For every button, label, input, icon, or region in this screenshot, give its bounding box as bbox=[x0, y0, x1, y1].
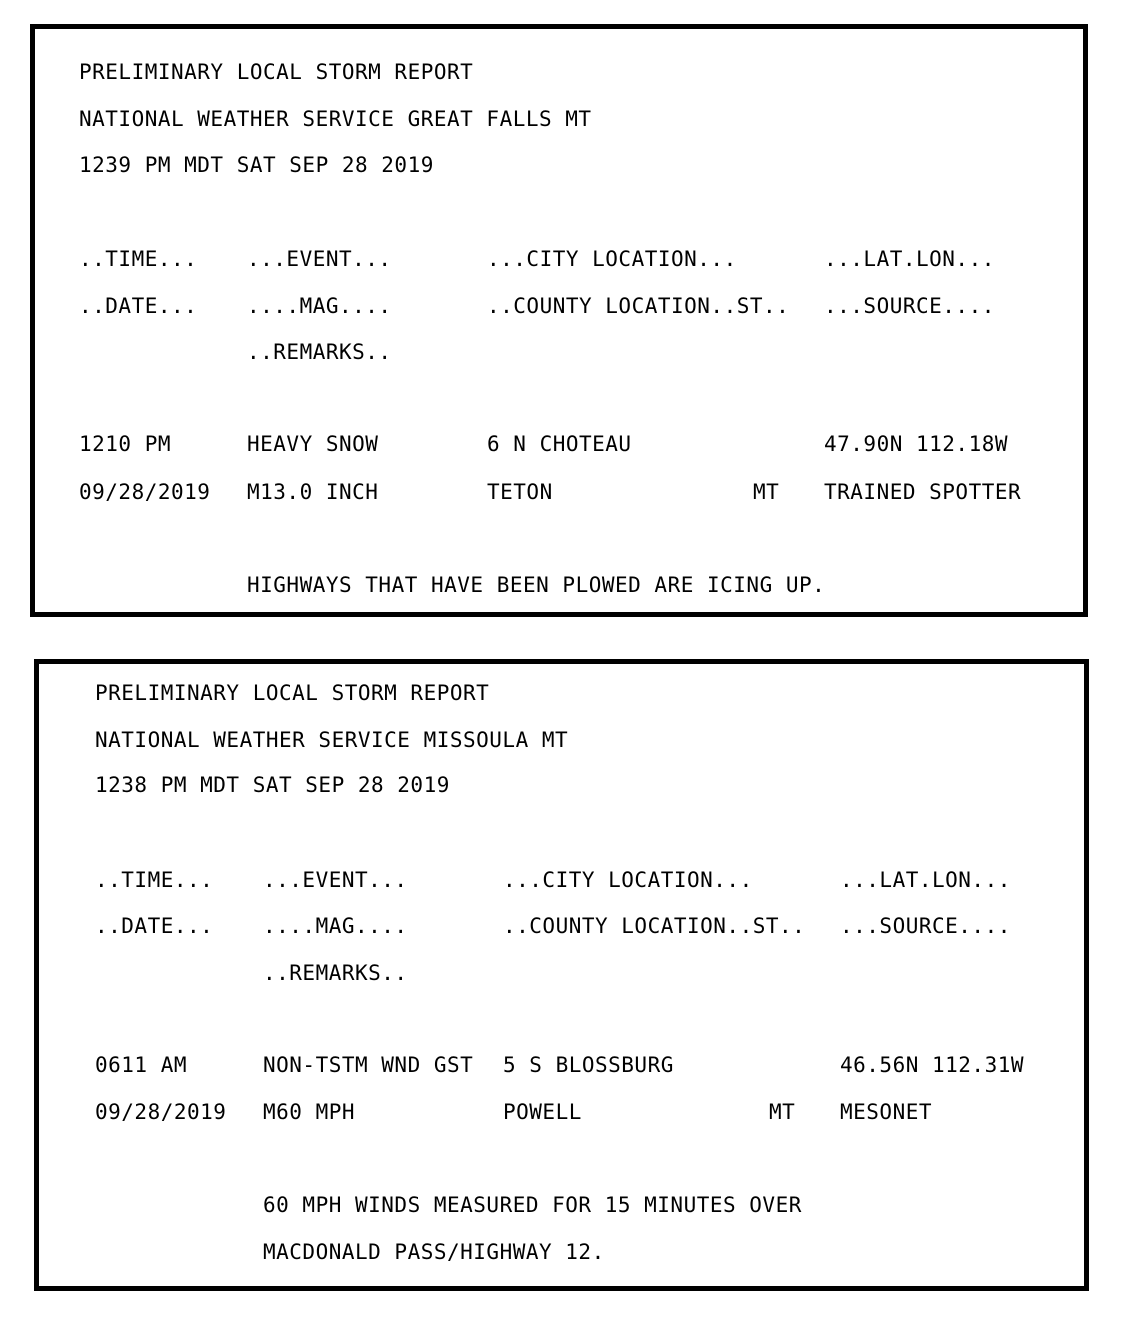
entry-magnitude: M13.0 INCH bbox=[247, 480, 379, 504]
header-source: ...SOURCE.... bbox=[840, 914, 1011, 938]
header-city-location: ...CITY LOCATION... bbox=[487, 247, 737, 271]
header-lat-lon: ...LAT.LON... bbox=[840, 868, 1011, 892]
entry-time: 1210 PM bbox=[79, 432, 172, 456]
entry-date: 09/28/2019 bbox=[79, 480, 211, 504]
entry-city-location: 6 N CHOTEAU bbox=[487, 432, 632, 456]
header-date: ..DATE... bbox=[95, 914, 214, 938]
entry-magnitude: M60 MPH bbox=[263, 1100, 356, 1124]
entry-row-time-event bbox=[79, 429, 1079, 459]
header-source: ...SOURCE.... bbox=[824, 294, 995, 318]
remarks-line: 60 MPH WINDS MEASURED FOR 15 MINUTES OVER bbox=[263, 1193, 802, 1217]
header-date: ..DATE... bbox=[79, 294, 198, 318]
entry-county: TETON bbox=[487, 480, 553, 504]
entry-source: TRAINED SPOTTER bbox=[824, 480, 1022, 504]
remarks-line: HIGHWAYS THAT HAVE BEEN PLOWED ARE ICING UP. bbox=[247, 573, 826, 597]
entry-date: 09/28/2019 bbox=[95, 1100, 227, 1124]
header-row-time-event bbox=[79, 244, 1079, 274]
entry-state: MT bbox=[753, 480, 780, 504]
entry-time: 0611 AM bbox=[95, 1053, 188, 1077]
entry-source: MESONET bbox=[840, 1100, 933, 1124]
entry-county: POWELL bbox=[503, 1100, 582, 1124]
header-remarks: ..REMARKS.. bbox=[263, 961, 408, 985]
header-event: ...EVENT... bbox=[263, 868, 408, 892]
report-issued-time: 1239 PM MDT SAT SEP 28 2019 bbox=[79, 153, 434, 177]
entry-row-date-mag bbox=[95, 1097, 1085, 1127]
header-city-location: ...CITY LOCATION... bbox=[503, 868, 753, 892]
storm-report-missoula bbox=[34, 659, 1089, 1291]
entry-event: HEAVY SNOW bbox=[247, 432, 379, 456]
header-time: ..TIME... bbox=[95, 868, 214, 892]
report-office: NATIONAL WEATHER SERVICE GREAT FALLS MT bbox=[79, 107, 592, 131]
entry-city-location: 5 S BLOSSBURG bbox=[503, 1053, 674, 1077]
entry-lat-lon: 46.56N 112.31W bbox=[840, 1053, 1025, 1077]
entry-row-time-event bbox=[95, 1050, 1085, 1080]
header-event: ...EVENT... bbox=[247, 247, 392, 271]
header-row-date-mag bbox=[79, 291, 1079, 321]
header-mag: ....MAG.... bbox=[247, 294, 392, 318]
header-lat-lon: ...LAT.LON... bbox=[824, 247, 995, 271]
header-row-time-event bbox=[95, 865, 1085, 895]
entry-state: MT bbox=[769, 1100, 796, 1124]
header-county-location: ..COUNTY LOCATION..ST.. bbox=[487, 294, 790, 318]
header-row-date-mag bbox=[95, 911, 1085, 941]
report-title: PRELIMINARY LOCAL STORM REPORT bbox=[79, 60, 474, 84]
report-office: NATIONAL WEATHER SERVICE MISSOULA MT bbox=[95, 728, 569, 752]
header-county-location: ..COUNTY LOCATION..ST.. bbox=[503, 914, 806, 938]
report-title: PRELIMINARY LOCAL STORM REPORT bbox=[95, 681, 490, 705]
header-time: ..TIME... bbox=[79, 247, 198, 271]
remarks-line: MACDONALD PASS/HIGHWAY 12. bbox=[263, 1240, 605, 1264]
entry-row-date-mag bbox=[79, 477, 1079, 507]
storm-report-great-falls bbox=[30, 24, 1088, 617]
header-mag: ....MAG.... bbox=[263, 914, 408, 938]
header-remarks: ..REMARKS.. bbox=[247, 340, 392, 364]
entry-lat-lon: 47.90N 112.18W bbox=[824, 432, 1009, 456]
report-issued-time: 1238 PM MDT SAT SEP 28 2019 bbox=[95, 773, 450, 797]
entry-event: NON-TSTM WND GST bbox=[263, 1053, 474, 1077]
